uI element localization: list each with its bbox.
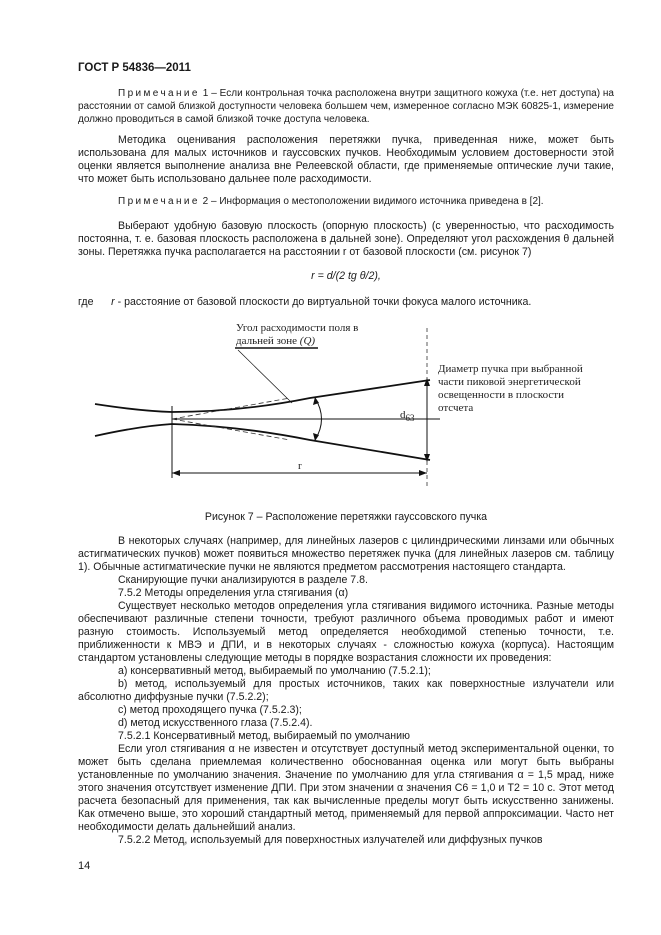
- note-text: – Информация о местоположении видимого источника приведена в [2].: [208, 196, 544, 207]
- angle-label: [236, 322, 358, 348]
- list-item: а) консервативный метод, выбираемый по умолчанию (7.5.2.1);: [118, 665, 431, 677]
- where-symbol: r: [111, 296, 115, 308]
- document-header: ГОСТ Р 54836—2011: [78, 62, 191, 74]
- diameter-label-line: освещенности в плоскости: [438, 389, 565, 401]
- list-item: d) метод искусственного глаза (7.5.2.4).: [118, 717, 313, 729]
- paragraph-text: Если угол стягивания α не известен и отсутствует доступный метод экспериментальной оценки, то может быть сделана приемлемая количественно обоснованная оценка или могут быть выбраны установленные по умолчанию значения. Значение по умолчанию для угла стягивания α = 1,5 мрад, ниже этого значения отсутствует изменение ДПИ. При этом значении α значения C6 = 1,0 и T2 = 10 с. Этот метод расчета безопасный для применения, так как вычисленные пределы могут быть искусственно занижены. Как отмечено выше, это хороший стандартный метод, применяемый для первой аппроксимации. Часто нет необходимости делать дальнейший анализ.: [78, 743, 614, 833]
- diameter-label-line: Диаметр пучка при выбранной: [438, 363, 583, 375]
- diameter-label-line: части пиковой энергетической: [438, 376, 581, 388]
- section-heading-7-5-2-1: 7.5.2.1 Консервативный метод, выбираемый по умолчанию: [118, 730, 410, 742]
- d-subscript: 63: [405, 413, 415, 424]
- paragraph-text: Выберают удобную базовую плоскость (опорную плоскость) (с уверенностью, что расходимость постоянна, т. е. базовая плоскость расположена в дальней зоне). Определяют угол расхождения θ дальней зоны. Перетяжка пучка располагается на расстоянии r от базовой плоскости (см. рисунок 7): [78, 220, 614, 258]
- paragraph-text: В некоторых случаях (например, для линейных лазеров с цилиндрическими линзами или обычных астигматических пучков) может появиться множество перетяжек пучка (для линейных лазеров см. таблицу 1). Обычные астигматические пучки не являются предметом рассмотрения настоящего стандарта.: [78, 535, 614, 573]
- paragraph-text: Существует несколько методов определения угла стягивания видимого источника. Разные методы обеспечивают различные степени точности, требуют различного объема проводимых работ и имеют разную стоимость. Используемый метод определяется необходимой степенью точности, т.е. приближенности к МВЭ и ДПИ, и в некоторых случаях - сложностью кожуха (корпуса). Настоящим стандартом установлены следующие методы в порядке возрастания сложности их проведения:: [78, 600, 614, 664]
- figure-caption: Рисунок 7 – Расположение перетяжки гауссовского пучка: [204, 511, 488, 523]
- list-item: с) метод проходящего пучка (7.5.2.3);: [118, 704, 302, 716]
- note-label: Примечание: [118, 88, 200, 99]
- where-clause: [78, 296, 614, 309]
- angle-label-line: дальней зоне: [236, 335, 300, 347]
- page-number: 14: [78, 860, 91, 872]
- d-symbol: d: [400, 409, 406, 421]
- paragraph-astigmatic: [78, 535, 614, 847]
- note-text: – Если контрольная точка расположена внутри защитного кожуха (т.е. нет доступа) на расстоянии от самой близкой доступности человека большем чем, измеренное согласно МЭК 60825-1, измерение должно проводиться в самой близкой точке доступа человека.: [78, 88, 614, 125]
- paragraph-base-plane: [78, 220, 614, 259]
- section-heading-7-5-2-2: 7.5.2.2 Метод, используемый для поверхностных излучателей или диффузных пучков: [118, 834, 543, 846]
- r-label: r: [298, 460, 302, 472]
- angle-symbol: (Q): [299, 335, 316, 347]
- paragraph-text: Сканирующие пучки анализируются в разделе 7.8.: [118, 574, 368, 586]
- diameter-label-line: отсчета: [438, 402, 474, 414]
- d63-label: [400, 409, 415, 425]
- formula-text: r = d/(2 tg θ/2),: [311, 270, 381, 282]
- note-label: Примечание: [118, 196, 200, 207]
- diameter-label: [438, 363, 638, 415]
- formula: [78, 270, 614, 283]
- note-number: 2: [202, 196, 209, 207]
- angle-label-line: Угол расходимости поля в: [236, 322, 359, 334]
- paragraph-text: Методика оценивания расположения перетяжки пучка, приведенная ниже, может быть использована для малых источников и гауссовских пучков. Необходимым условием достоверности этой оценки является выполнение анализа вне Релеевской области, где применяемые оптические лучи такие, что может быть использовано дальнее поле расходимости.: [78, 134, 614, 185]
- where-label: где: [78, 296, 94, 308]
- section-heading-7-5-2: 7.5.2 Методы определения угла стягивания (α): [118, 587, 349, 599]
- where-text: - расстояние от базовой плоскости до виртуальной точки фокуса малого источника.: [114, 296, 532, 308]
- paragraph-method: [78, 134, 614, 186]
- note-1: [78, 87, 614, 126]
- note-number: 1: [202, 88, 209, 99]
- note-2: [78, 195, 614, 208]
- figure-7-beam-waist: [60, 318, 640, 488]
- list-item: b) метод, используемый для простых источников, таких как поверхностные излучатели или абсолютно диффузные пучки (7.5.2.2);: [78, 678, 614, 703]
